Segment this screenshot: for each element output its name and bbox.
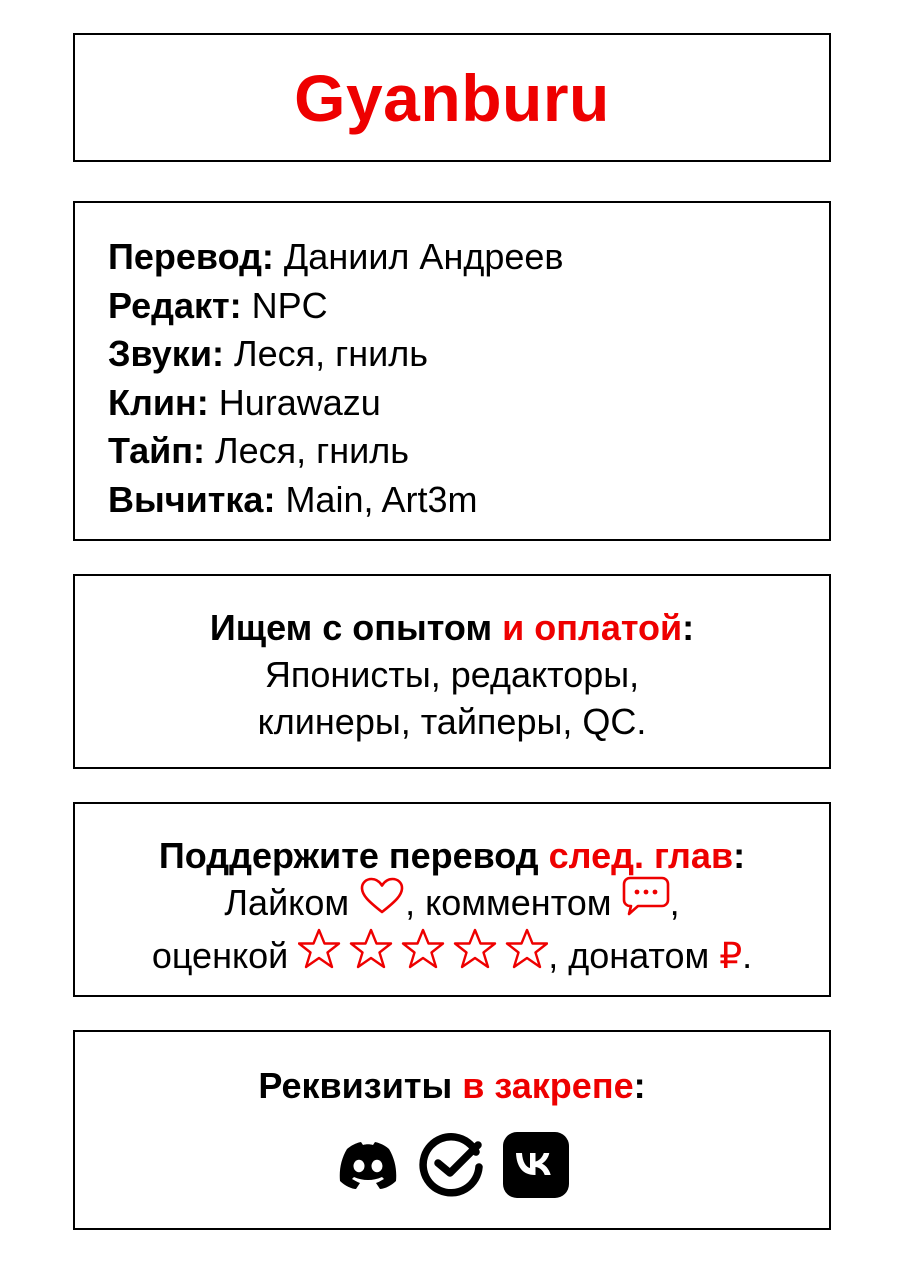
credit-role: Тайп: [108,430,205,471]
star-icon [299,930,339,967]
credit-value: Леся, гниль [223,333,428,374]
rate-text: оценкой [151,935,299,977]
heart-icon [359,876,405,927]
credit-value: NPC [241,284,328,326]
credit-value: Даниил Андреев [273,236,564,277]
ruble-icon: ₽ [719,935,743,977]
title-box [73,33,831,162]
recruit-roles-line1: Японисты, редакторы, [264,654,640,695]
support-line1 [75,879,829,932]
comma-text: , [669,882,680,924]
recruit-box [73,574,831,769]
star-icon [507,930,547,967]
discord-icon[interactable] [334,1131,402,1199]
credit-translation [108,233,829,282]
recruit-heading-accent: и оплатой [502,607,683,648]
star-icon [403,930,443,967]
credit-role: Перевод: [108,236,274,277]
credit-proofreading [108,476,829,525]
credit-value: Main, Art3m [275,478,478,520]
links-heading-accent: в закрепе [462,1065,634,1106]
recruit-heading-colon: : [682,607,695,648]
credit-role: Клин: [108,381,209,423]
star-icon [351,930,391,967]
like-text: Лайком [224,882,360,924]
credit-role: Звуки: [108,333,224,374]
recruit-heading [75,604,829,651]
credit-value: Hurawazu [208,381,381,423]
credit-typesetter [108,427,829,476]
rating-stars [298,928,548,981]
social-icons [75,1131,829,1199]
support-box [73,802,831,997]
credits-box [73,201,831,541]
credit-role: Редакт: [108,284,242,326]
team-title: Gyanburu [294,60,610,135]
links-box [73,1030,831,1230]
support-heading-text: Поддержите перевод [158,835,549,876]
support-heading-accent: след. глав [548,835,734,876]
credit-cleaner [108,379,829,428]
credit-sounds [108,330,829,379]
links-heading-colon: : [633,1065,646,1106]
comment-icon [622,875,670,928]
comment-text: , комментом [405,882,622,924]
boosty-check-icon[interactable] [418,1131,486,1199]
star-icon [455,930,495,967]
vk-icon[interactable] [502,1131,570,1199]
support-heading-colon: : [733,835,746,876]
support-line2 [75,932,829,985]
links-heading [75,1062,829,1109]
credit-value: Леся, гниль [204,430,410,471]
support-heading [75,832,829,879]
recruit-roles-line2: клинеры, тайперы, QC. [257,701,647,742]
recruit-heading-text: Ищем с опытом [209,607,503,648]
period-text: . [742,935,753,977]
credit-role: Вычитка: [108,478,276,520]
donate-text: , донатом [548,935,720,977]
links-heading-text: Реквизиты [258,1065,463,1106]
credit-editor [108,282,829,331]
